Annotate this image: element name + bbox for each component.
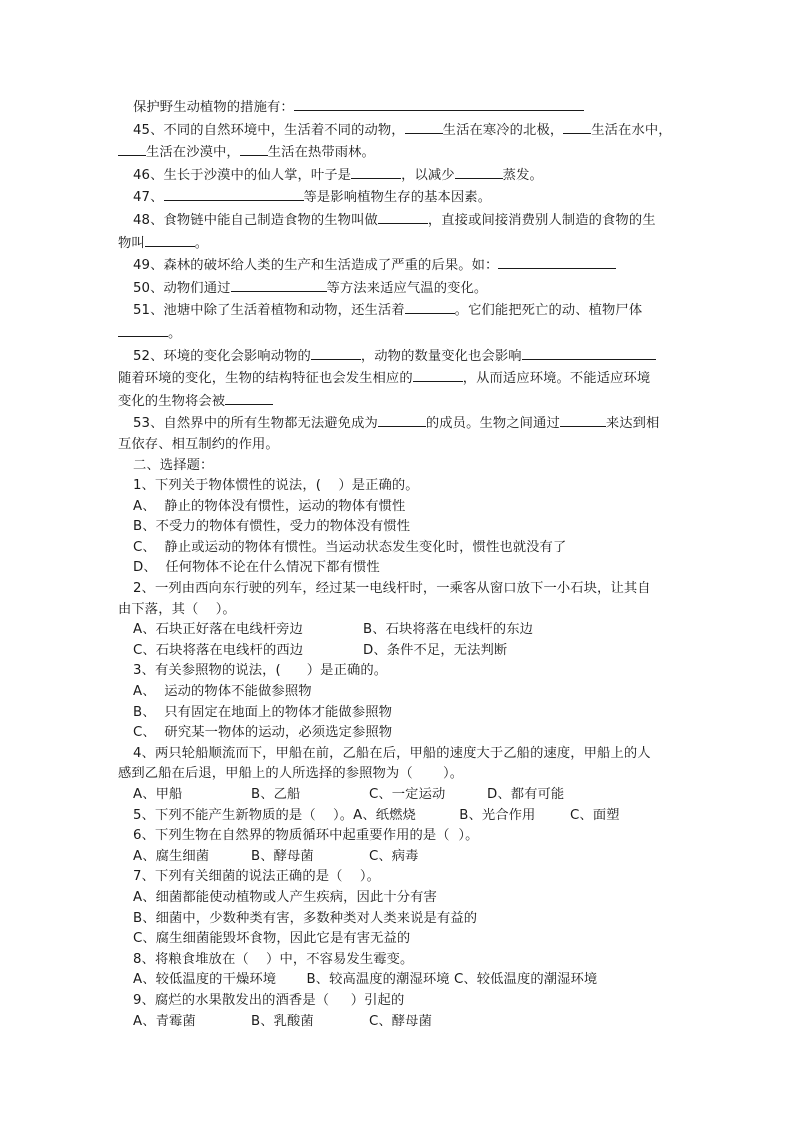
option-7a: A、细菌都能使动植物或人产生疾病，因此十分有害 [133,889,437,905]
option-3a: A、 运动的物体不能做参照物 [133,684,312,700]
answer-blank [294,96,584,111]
option-1a: A、 静止的物体没有惯性，运动的物体有惯性 [133,498,406,514]
option-7c: C、腐生细菌能毁坏食物，因此它是有害无益的 [133,931,411,947]
question-7: 7、下列有关细菌的说法正确的是（ ）。 [133,869,380,885]
option-2b: B、石块将落在电线杆的东边 [363,622,533,638]
question-2: 2、一列由西向东行驶的列车，经过某一电线杆时，一乘客从窗口放下一小石块，让其自 [133,581,651,597]
answer-blank [311,345,361,360]
option-7b: B、细菌中，少数种类有害，多数种类对人类来说是有益的 [133,910,478,926]
answer-blank [378,209,428,224]
answer-blank [405,119,443,134]
question-52: 52、环境的变化会影响动物的 ，动物的数量变化也会影响 [118,345,678,368]
answer-blank [522,345,656,360]
option-3b: B、 只有固定在地面上的物体才能做参照物 [133,704,393,720]
document-page [118,96,678,1032]
option-4d: D、都有可能 [487,787,565,802]
option-6a: A、腐生细菌 [133,848,210,864]
option-2a: A、石块正好落在电线杆旁边 [133,622,303,638]
question-2-cont: 由下落，其（ ）。 [118,601,236,617]
question-9: 9、腐烂的水果散发出的酒香是（ ）引起的 [133,992,405,1008]
answer-blank [240,141,268,156]
question-3: 3、有关参照物的说法，( ）是正确的。 [133,663,388,679]
question-6: 6、下列生物在自然界的物质循环中起重要作用的是（ ）。 [133,828,479,844]
question-48-cont: 物叫 。 [118,232,678,255]
question-47: 47、 等是影响植物生存的基本因素。 [118,186,678,209]
answer-blank [498,254,616,269]
question-4-cont: 感到乙船在后退，甲船上的人所选择的参照物为（ ）。 [118,766,464,782]
option-1b: B、不受力的物体有惯性，受力的物体没有惯性 [133,519,411,535]
question-48: 48、食物链中能自己制造食物的生物叫做 ，直接或间接消费别人制造的食物的生 [118,209,678,232]
question-45-cont: 生活在沙漠中， 生活在热带雨林。 [118,141,678,164]
answer-blank [145,232,195,247]
options-2ab [118,620,678,641]
option-4c: C、一定运动 [369,787,446,802]
answer-blank [118,322,168,337]
options-9 [118,1012,678,1033]
option-3c: C、 研究某一物体的运动，必须选定参照物 [133,725,393,741]
option-4a: A、甲船 [133,787,183,802]
answer-blank [405,299,455,314]
option-9a: A、青霉菌 [133,1013,196,1029]
answer-blank [118,141,146,156]
answer-blank [563,119,591,134]
option-9b: B、乳酸菌 [251,1013,314,1029]
question-46: 46、生长于沙漠中的仙人掌，叶子是 ，以减少 蒸发。 [118,164,678,187]
options-6 [118,847,678,868]
question-52-cont: 随着环境的变化，生物的结构特征也会发生相应的 ，从而适应环境。不能适应环境 [118,367,678,390]
answer-blank [231,277,327,292]
question-5: 5、下列不能产生新物质的是（ ）。A、纸燃烧 B、光合作用 C、面塑 [133,807,620,823]
answer-blank [455,164,503,179]
option-2c: C、石块将落在电线杆的西边 [133,642,304,658]
question-51-cont: 。 [118,322,678,345]
options-2cd [118,641,678,662]
question-53: 53、自然界中的所有生物都无法避免成为 的成员。生物之间通过 来达到相 [118,412,678,435]
question-1: 1、下列关于物体惯性的说法，( ）是正确的。 [133,478,419,494]
fill-line-protect: 保护野生动植物的措施有： [118,96,678,119]
question-4: 4、两只轮船顺流而下，甲船在前，乙船在后，甲船的速度大于乙船的速度，甲船上的人 [133,745,651,761]
question-8: 8、将粮食堆放在（ ）中，不容易发生霉变。 [133,951,414,967]
question-45: 45、不同的自然环境中，生活着不同的动物， 生活在寒冷的北极， 生活在水中， [118,119,678,142]
answer-blank [225,390,273,405]
option-1c: C、 静止或运动的物体有惯性。当运动状态发生变化时，惯性也就没有了 [133,539,567,555]
answer-blank [351,164,401,179]
answer-blank [560,412,606,427]
option-4b: B、乙船 [251,787,301,802]
question-50: 50、动物们通过 等方法来适应气温的变化。 [118,277,678,300]
question-49: 49、森林的破坏给人类的生产和生活造成了严重的后果。如： [118,254,678,277]
section-heading-choice: 二、选择题： [133,457,214,473]
answer-blank [378,412,426,427]
option-1d: D、 任何物体不论在什么情况下都有惯性 [133,560,380,576]
option-2d: D、条件不足，无法判断 [363,642,508,658]
answer-blank [413,367,463,382]
options-8: A、较低温度的干燥环境 B、较高温度的潮湿环境 C、较低温度的潮湿环境 [133,972,598,988]
option-9c: C、酵母菌 [369,1013,432,1029]
answer-blank [164,186,304,201]
option-6c: C、病毒 [369,848,419,864]
question-51: 51、池塘中除了生活着植物和动物，还生活着 。它们能把死亡的动、植物尸体 [118,299,678,322]
options-4 [118,785,678,806]
option-6b: B、酵母菌 [251,848,314,864]
question-53-cont: 互依存、相互制约的作用。 [118,436,279,452]
question-52-cont2: 变化的生物将会被 [118,390,678,413]
